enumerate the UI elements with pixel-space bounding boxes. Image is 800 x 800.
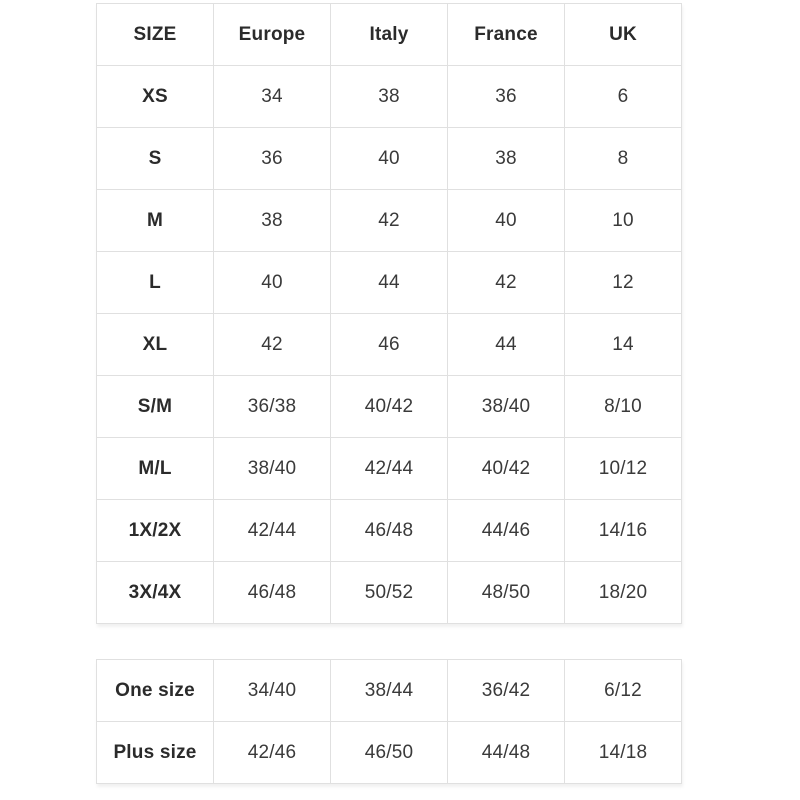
size-value-cell: 8/10 [565, 376, 682, 438]
size-label: S [97, 128, 214, 190]
size-value-cell: 42 [448, 252, 565, 314]
size-value-cell: 42 [214, 314, 331, 376]
size-value-cell: 12 [565, 252, 682, 314]
table-row [97, 438, 682, 500]
size-label: XL [97, 314, 214, 376]
size-value-cell: 6/12 [565, 660, 682, 722]
size-label: S/M [97, 376, 214, 438]
size-value-cell: 44/48 [448, 722, 565, 784]
size-value-cell: 36 [214, 128, 331, 190]
table-row [97, 190, 682, 252]
size-value-cell: 38/40 [214, 438, 331, 500]
size-label: M [97, 190, 214, 252]
size-value-cell: 34 [214, 66, 331, 128]
header-row [97, 4, 682, 66]
table-row [97, 314, 682, 376]
size-label: 3X/4X [97, 562, 214, 624]
column-header: UK [565, 4, 682, 66]
column-header: SIZE [97, 4, 214, 66]
size-value-cell: 42 [331, 190, 448, 252]
size-value-cell: 48/50 [448, 562, 565, 624]
size-label: 1X/2X [97, 500, 214, 562]
table-row [97, 252, 682, 314]
table-row [97, 660, 682, 722]
size-label: M/L [97, 438, 214, 500]
size-value-cell: 38 [214, 190, 331, 252]
column-header: France [448, 4, 565, 66]
table-row [97, 562, 682, 624]
table-row [97, 128, 682, 190]
size-label: One size [97, 660, 214, 722]
size-value-cell: 8 [565, 128, 682, 190]
size-value-cell: 38 [331, 66, 448, 128]
table-row [97, 500, 682, 562]
size-value-cell: 36/42 [448, 660, 565, 722]
size-value-cell: 40/42 [331, 376, 448, 438]
size-value-cell: 36 [448, 66, 565, 128]
size-conversion-table [96, 3, 682, 624]
size-value-cell: 38/40 [448, 376, 565, 438]
column-header: Europe [214, 4, 331, 66]
size-value-cell: 46 [331, 314, 448, 376]
size-conversion-section [96, 3, 682, 784]
size-value-cell: 34/40 [214, 660, 331, 722]
size-value-cell: 14/16 [565, 500, 682, 562]
size-value-cell: 44 [448, 314, 565, 376]
size-value-cell: 18/20 [565, 562, 682, 624]
size-value-cell: 42/44 [331, 438, 448, 500]
size-label: XS [97, 66, 214, 128]
size-value-cell: 40 [448, 190, 565, 252]
size-value-cell: 14 [565, 314, 682, 376]
size-value-cell: 40 [214, 252, 331, 314]
size-value-cell: 40/42 [448, 438, 565, 500]
size-label: Plus size [97, 722, 214, 784]
size-value-cell: 44 [331, 252, 448, 314]
size-value-cell: 36/38 [214, 376, 331, 438]
size-value-cell: 46/50 [331, 722, 448, 784]
size-value-cell: 10 [565, 190, 682, 252]
size-label: L [97, 252, 214, 314]
size-value-cell: 6 [565, 66, 682, 128]
table-row [97, 376, 682, 438]
size-value-cell: 46/48 [331, 500, 448, 562]
table-row [97, 66, 682, 128]
size-value-cell: 50/52 [331, 562, 448, 624]
size-value-cell: 42/44 [214, 500, 331, 562]
special-size-table [96, 659, 682, 784]
size-value-cell: 38 [448, 128, 565, 190]
size-value-cell: 14/18 [565, 722, 682, 784]
size-value-cell: 44/46 [448, 500, 565, 562]
table-row [97, 722, 682, 784]
size-value-cell: 40 [331, 128, 448, 190]
size-value-cell: 42/46 [214, 722, 331, 784]
size-value-cell: 10/12 [565, 438, 682, 500]
size-value-cell: 46/48 [214, 562, 331, 624]
column-header: Italy [331, 4, 448, 66]
size-value-cell: 38/44 [331, 660, 448, 722]
